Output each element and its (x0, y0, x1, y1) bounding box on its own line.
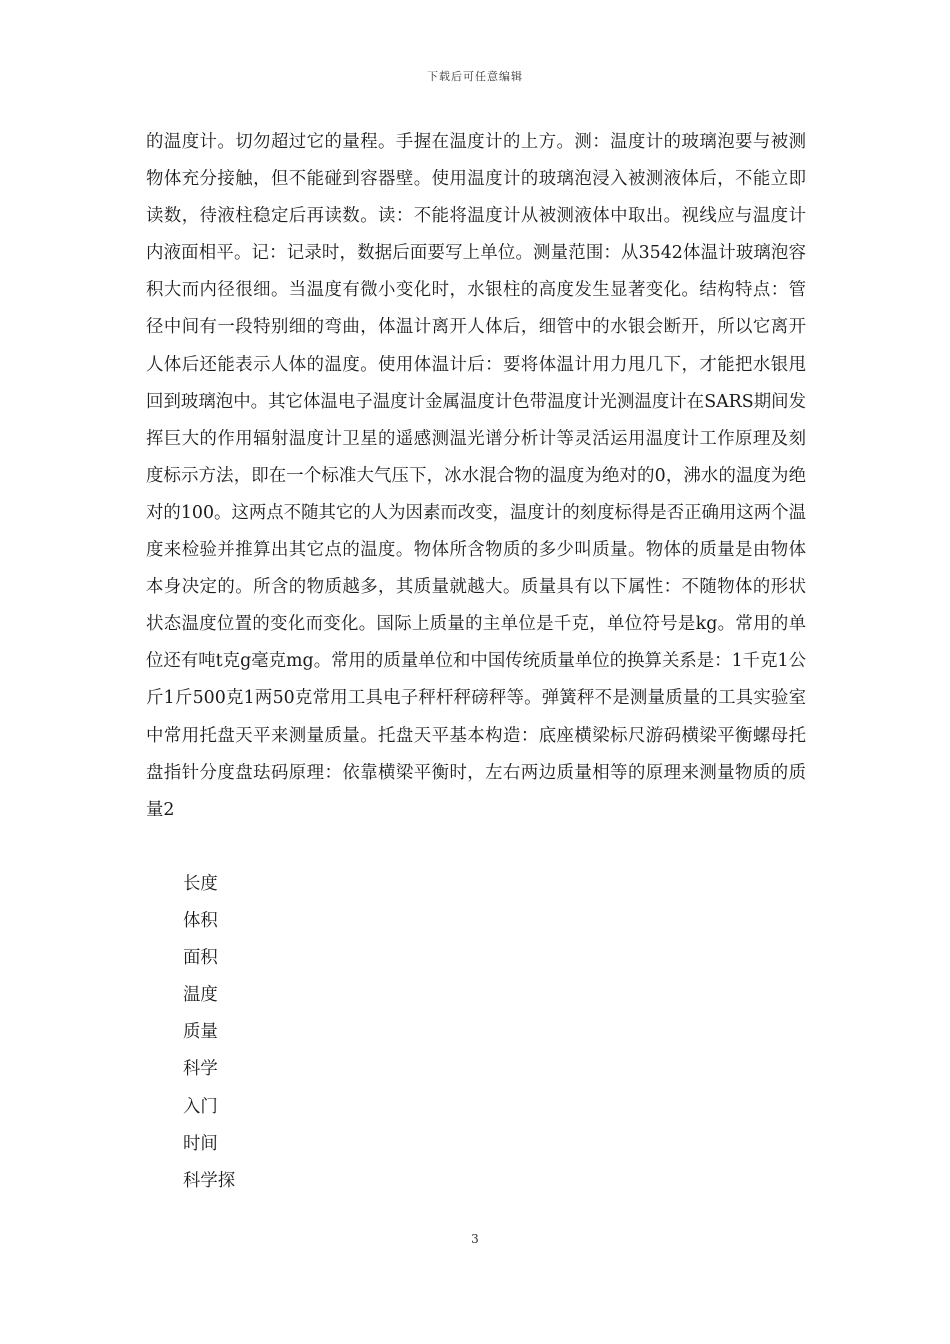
page-number: 3 (471, 1232, 479, 1246)
term-item: 体积 (183, 911, 218, 932)
term-item: 时间 (183, 1133, 218, 1154)
term-item: 长度 (183, 874, 218, 894)
term-item: 入门 (183, 1096, 218, 1117)
term-item: 科学 (183, 1059, 218, 1080)
term-item: 面积 (183, 948, 218, 969)
body-paragraph: 的温度计。切勿超过它的量程。手握在温度计的上方。测：温度计的玻璃泡要与被测物体充分接触，但不能碰到容器壁。使用温度计的玻璃泡浸入被测液体后，不能立即读数，待液柱稳定后再读数。读：不能将温度计从被测液体中取出。视线应与温度计内液面相平。记：记录时，数据后面要写上单位。测量范围：从3542体温计玻璃泡容积大而内径很细。当温度有微小变化时，水银柱的高度发生显著变化。结构特点：管径中间有一段特别细的弯曲，体温计离开人体后，细管中的水银会断开，所以它离开人体后还能表示人体的温度。使用体温计后：要将体温计用力甩几下，才能把水银甩回到玻璃泡中。其它体温电子温度计金属温度计色带温度计光测温度计在SARS期间发挥巨大的作用辐射温度计卫星的遥感测温光谱分析计等灵活运用温度计工作原理及刻度标示方法，即在一个标准大气压下，冰水混合物的温度为绝对的0，沸水的温度为绝对的100。这两点不随其它的人为因素而改变，温度计的刻度标得是否正确用这两个温度来检验并推算出其它点的温度。物体所含物质的多少叫质量。物体的质量是由物体本身决定的。所含的物质越多，其质量就越大。质量具有以下属性：不随物体的形状状态温度位置的变化而变化。国际上质量的主单位是千克，单位符号是kg。常用的单位还有吨t克g毫克mg。常用的质量单位和中国传统质量单位的换算关系是：1千克1公斤1斤500克1两50克常用工具电子秤杆秤磅秤等。弹簧秤不是测量质量的工具实验室中常用托盘天平来测量质量。托盘天平基本构造：底座横梁标尺游码横梁平衡螺母托盘指针分度盘珐码原理：依靠横梁平衡时，左右两边质量相等的原理来测量物质的质量2 (146, 132, 806, 820)
term-list (183, 866, 235, 1200)
page-header: 下载后可任意编辑 (427, 70, 523, 83)
term-item: 质量 (183, 1022, 218, 1043)
term-item: 科学探 (183, 1170, 236, 1191)
term-item: 温度 (183, 985, 218, 1006)
